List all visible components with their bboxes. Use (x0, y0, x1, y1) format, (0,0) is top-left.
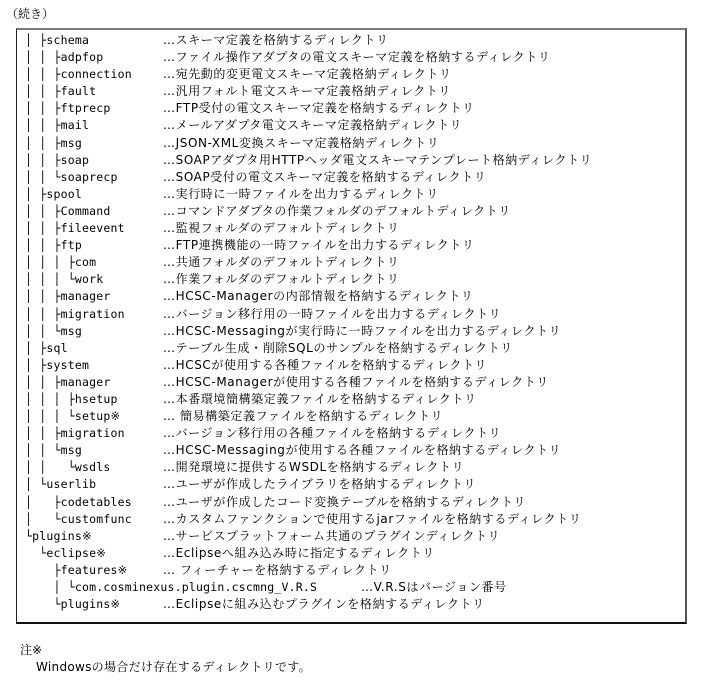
directory-description: …実行時に一時ファイルを出力するディレクトリ (163, 186, 439, 201)
directory-description: …バージョン移行用の一時ファイルを出力するディレクトリ (163, 306, 502, 321)
tree-row (17, 425, 685, 442)
directory-tree-rows (17, 32, 685, 613)
directory-path: └eclipse※ (25, 545, 107, 560)
directory-description: …Eclipseへ組み込み時に指定するディレクトリ (163, 545, 435, 560)
directory-description: …テーブル生成・削除SQLのサンプルを格納するディレクトリ (163, 340, 513, 355)
directory-path: │ │ ├soap (25, 152, 90, 167)
tree-row (17, 579, 685, 596)
directory-path: │ ├schema (25, 33, 90, 47)
tree-row (17, 100, 685, 117)
directory-description: …開発環境に提供するWSDLを格納するディレクトリ (163, 460, 465, 475)
directory-description: …宛先動的変更電文スキーマ定義格納ディレクトリ (163, 67, 452, 82)
tree-row (17, 391, 685, 408)
tree-row (17, 476, 685, 493)
directory-path: │ ├spool (25, 186, 82, 201)
directory-path: │ │ └msg (25, 443, 82, 458)
directory-description: …カスタムファンクションで使用するjarファイルを格納するディレクトリ (163, 511, 582, 526)
tree-row (17, 288, 685, 305)
directory-description: …SOAP受付の電文スキーマ定義を格納するディレクトリ (163, 169, 487, 184)
directory-description: …汎用フォルト電文スキーマ定義格納ディレクトリ (163, 84, 452, 99)
directory-path: │ ├system (25, 357, 90, 372)
tree-row (17, 254, 685, 271)
directory-description: …メールアダプタ電文スキーマ定義格納ディレクトリ (163, 118, 463, 133)
directory-path: │ └customfunc (25, 511, 132, 526)
tree-row (17, 66, 685, 83)
directory-path: │ │ ├migration (25, 306, 125, 321)
tree-row (17, 271, 685, 288)
tree-row (17, 340, 685, 357)
directory-path: │ │ ├connection (25, 67, 132, 82)
directory-description: …本番環境簡構築定義ファイルを格納するディレクトリ (163, 391, 477, 406)
directory-path: │ │ ├manager (25, 374, 111, 389)
directory-path: │ │ └wsdls (25, 460, 111, 475)
directory-path: │ └com.cosminexus.plugin.cscmng_V.R.S (25, 580, 318, 594)
directory-description: …HCSCが使用する各種ファイルを格納するディレクトリ (163, 357, 488, 372)
tree-row (17, 374, 685, 391)
tree-row (17, 511, 685, 528)
directory-description: … 簡易構築定義ファイルを格納するディレクトリ (163, 409, 444, 424)
tree-row (17, 32, 685, 49)
tree-row (17, 220, 685, 237)
tree-row (17, 135, 685, 152)
directory-path: │ │ ├ftp (25, 238, 82, 253)
tree-row (17, 357, 685, 374)
directory-path: │ │ ├manager (25, 289, 111, 304)
tree-row (17, 323, 685, 340)
directory-description: …FTP受付の電文スキーマ定義を格納するディレクトリ (163, 101, 475, 116)
directory-path: │ │ ├Command (25, 203, 111, 218)
directory-description: …HCSC-Messagingが使用する各種ファイルを格納するディレクトリ (163, 443, 562, 458)
directory-path: └plugins※ (25, 597, 121, 612)
directory-path: │ │ │ └work (25, 272, 104, 287)
directory-path: │ │ ├migration (25, 426, 125, 441)
directory-description: …SOAPアダプタ用HTTPヘッダ電文スキーマテンプレート格納ディレクトリ (163, 152, 593, 167)
directory-path: │ │ ├mail (25, 118, 90, 133)
directory-path: │ │ ├fault (25, 84, 97, 99)
tree-row (17, 237, 685, 254)
directory-path: └plugins※ (25, 528, 92, 543)
directory-description: … フィーチャーを格納するディレクトリ (163, 562, 392, 577)
directory-path: │ │ ├fileevent (25, 221, 125, 236)
directory-description: …Eclipseに組み込むプラグインを格納するディレクトリ (163, 597, 485, 612)
tree-row (17, 203, 685, 220)
directory-path: │ │ ├ftprecp (25, 101, 111, 116)
tree-row (17, 117, 685, 134)
tree-row (17, 442, 685, 459)
tree-row (17, 528, 685, 545)
directory-path: │ ├codetables (25, 494, 132, 509)
tree-row (17, 169, 685, 186)
directory-path: ├features※ (25, 562, 128, 577)
directory-path: │ │ └soaprecp (25, 169, 118, 184)
tree-row (17, 186, 685, 203)
tree-row (17, 459, 685, 476)
continued-caption: （続き） (6, 7, 55, 21)
directory-description: …ユーザが作成したコード変換テーブルを格納するディレクトリ (163, 494, 527, 509)
directory-description: …作業フォルダのデフォルトディレクトリ (163, 272, 400, 287)
directory-description: …共通フォルダのデフォルトディレクトリ (163, 255, 400, 270)
directory-description: …監視フォルダのデフォルトディレクトリ (163, 221, 400, 236)
directory-description: …HCSC-Managerが使用する各種ファイルを格納するディレクトリ (163, 374, 549, 389)
directory-path: │ │ │ ├hsetup (25, 391, 118, 406)
tree-row (17, 596, 685, 613)
tree-row (17, 152, 685, 169)
directory-description: …HCSC-Messagingが実行時に一時ファイルを出力するディレクトリ (163, 323, 562, 338)
directory-tree-box (16, 28, 687, 624)
directory-path: │ │ ├msg (25, 135, 82, 150)
directory-path: │ │ │ ├com (25, 255, 97, 270)
directory-description: …バージョン移行用の各種ファイルを格納するディレクトリ (163, 426, 502, 441)
directory-path: │ └userlib (25, 477, 97, 492)
tree-row (17, 306, 685, 323)
tree-row (17, 494, 685, 511)
directory-path: │ │ │ └setup※ (25, 409, 121, 424)
directory-path: │ │ └msg (25, 323, 82, 338)
tree-row (17, 545, 685, 562)
note-body: Windowsの場合だけ存在するディレクトリです。 (36, 660, 311, 674)
directory-description: …ユーザが作成したライブラリを格納するディレクトリ (163, 477, 477, 492)
directory-description: …スキーマ定義を格納するディレクトリ (163, 33, 389, 47)
directory-description: …JSON-XML変換スキーマ定義格納ディレクトリ (163, 135, 440, 150)
note-title: 注※ (20, 643, 43, 657)
tree-row (17, 562, 685, 579)
tree-row (17, 408, 685, 425)
directory-description: …コマンドアダプタの作業フォルダのデフォルトディレクトリ (163, 203, 511, 218)
tree-row (17, 49, 685, 66)
directory-description: …ファイル操作アダプタの電文スキーマ定義を格納するディレクトリ (163, 50, 551, 65)
directory-description: …サービスプラットフォーム共通のプラグインディレクトリ (163, 528, 501, 543)
directory-description: …FTP連携機能の一時ファイルを出力するディレクトリ (163, 238, 475, 253)
tree-row (17, 83, 685, 100)
directory-path: │ ├sql (25, 340, 68, 355)
directory-path: │ │ ├adpfop (25, 50, 104, 65)
directory-description: …HCSC-Managerの内部情報を格納するディレクトリ (163, 289, 474, 304)
directory-description: …V.R.Sはバージョン番号 (361, 580, 507, 594)
